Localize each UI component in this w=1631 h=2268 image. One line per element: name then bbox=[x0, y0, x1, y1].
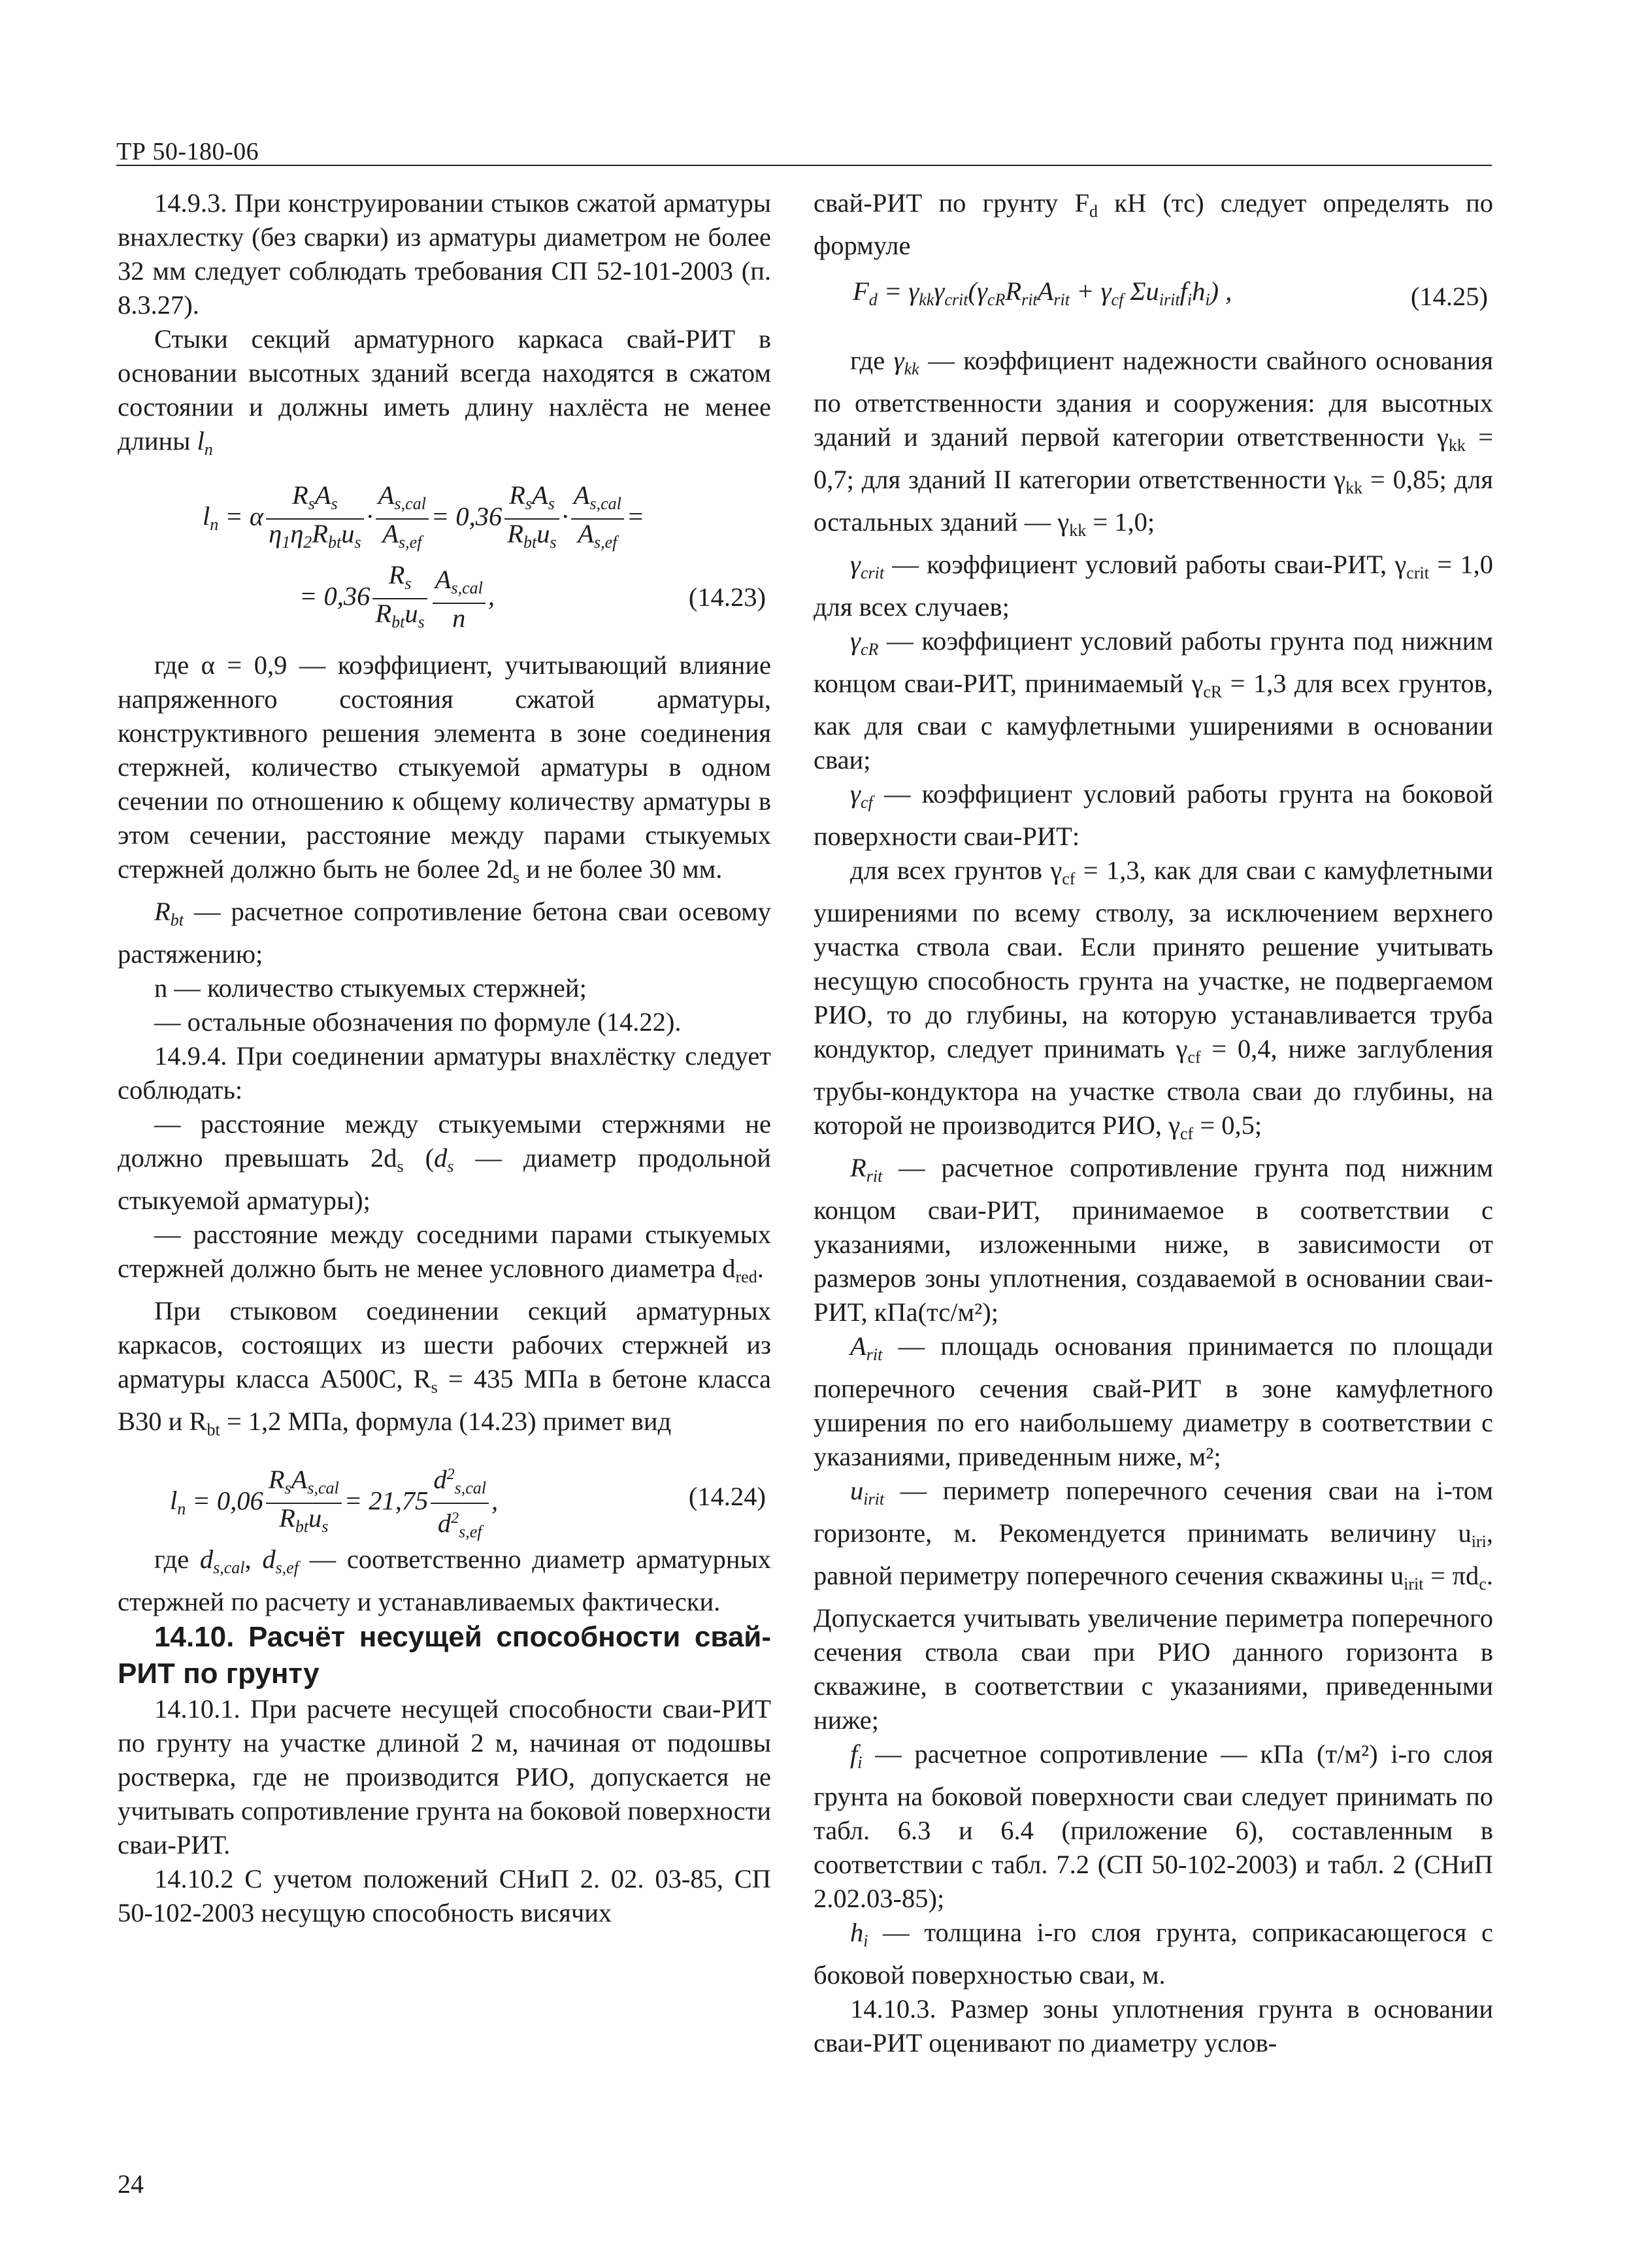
equation-number-14-24: (14.24) bbox=[688, 1482, 766, 1511]
para-other: — остальные обозначения по формуле (14.22). bbox=[154, 1007, 682, 1037]
para-rbt: $R_{bt}$ — расчетное сопротивление бетона сваи осевому растяжению; bbox=[118, 897, 771, 969]
para-butt-joint: При стыковом соединении секций арматурных каркасов, состоящих из шести рабочих стержней из арматуры класса А500С, $R_s = 435$ МПа в бетоне класса В30 и $R_{bt} = 1,2$ МПа, формула (14.23) примет вид bbox=[118, 1296, 771, 1439]
para-14-10-3: 14.10.3. Размер зоны уплотнения грунта в основании сваи-РИТ оценивают по диаметру услов- bbox=[814, 1994, 1493, 2058]
para-gamma-crit: $\gamma_{crit}$ — коэффициент условий работы сваи-РИТ, $\gamma_{crit} = 1,0$ для всех случаев; bbox=[814, 550, 1493, 622]
para-hi: $h_i$ — толщина i-го слоя грунта, соприкасающегося с боковой поверхностью сваи, м. bbox=[814, 1918, 1493, 1990]
para-joints: Стыки секций арматурного каркаса свай-РИТ в основании высотных зданий всегда находятся в сжатом состоянии и должны иметь длину нахлёста не менее длины $l_n$ bbox=[118, 324, 771, 459]
equation-number-14-23: (14.23) bbox=[688, 582, 766, 612]
para-14-10-1: 14.10.1. При расчете несущей способности сваи-РИТ по грунту на участке длиной 2 м, начиная от подошвы ростверка, где не производится РИО, допускается не учитывать сопротивление грунта на боковой поверхности сваи-РИТ. bbox=[118, 1694, 771, 1859]
para-14-10-2: 14.10.2 С учетом положений СНиП 2. 02. 03-85, СП 50-102-2003 несущую способность висячих bbox=[118, 1864, 771, 1927]
para-ds: где $d_{s,cal}$, $d_{s,ef}$ — соответственно диаметр арматурных стержней по расчету и устанавливаемых фактически. bbox=[118, 1544, 771, 1616]
running-head: ТР 50-180-06 bbox=[116, 138, 259, 165]
page-number: 24 bbox=[118, 2169, 144, 2199]
para-gamma-kk: где $\gamma_{kk}$ — коэффициент надежности свайного основания по ответственности здания и сооружения: для высотных зданий и зданий первой категории ответственности $\gamma_{kk} = 0,7$; для зданий II категории ответственности $\gamma_{kk} = 0,85$; для остальных зданий — $\gamma_{kk} = 1,0$; bbox=[814, 346, 1494, 540]
para-alpha: где α = 0,9 — коэффициент, учитывающий влияние напряженного состояния сжатой арматуры, конструктивного решения элемента в зоне соединения стержней, количество стыкуемой арматуры в одном сечении по отношению к общему количеству арматуры в этом сечении, расстояние между парами стыкуемых стержней должно быть не более $2d_s$ и не более 30 мм. bbox=[118, 650, 771, 887]
para-all-soils: для всех грунтов $\gamma_{cf} = 1,3$, как для сваи с камуфлетными уширениями по всему стволу, за исключением верхнего участка ствола сваи. Если принято решение учитывать несущую способность грунта на участке, не подвергаемом РИО, то до глубины, на которую устанавливается труба кондуктор, следует принимать $\gamma_{cf} = 0,4$, ниже заглубления трубы-кондуктора на участке ствола сваи до глубины, на которой не производится РИО, $\gamma_{cf} = 0,5$; bbox=[814, 856, 1494, 1143]
right-column bbox=[814, 186, 1493, 2060]
header-rule bbox=[116, 165, 1492, 166]
para-distance-2: — расстояние между соседними парами стыкуемых стержней должно быть не менее условного диаметра $d_{red}$. bbox=[118, 1220, 771, 1286]
para-gamma-cf: $\gamma_{cf}$ — коэффициент условий работы грунта на боковой поверхности сваи-РИТ: bbox=[814, 779, 1493, 851]
left-column bbox=[118, 186, 771, 1930]
para-n: n — количество стыкуемых стержней; bbox=[154, 973, 587, 1003]
formula-14-25: $F_d = \gamma_{kk}\gamma_{crit}(\gamma_{cR}R_{rit}A_{rit} + \gamma_{cf}$ $\Sigma u_{irit}f_ih_i$) , (14.25) bbox=[853, 275, 1493, 320]
formula-14-23-line1: $l_n = \alpha$ $\frac{R_sA_s}{\eta_1\eta_2R_{bt}u_s}$ · $\frac{A_{s,cal}}{A_{s,ef}}$ = 0,36 $\frac{R_sA_s}{R_{bt}u_s}$ · $\frac{A_{s,cal}}{A_{s,ef}}$ = bbox=[203, 480, 645, 552]
formula-14-24: $l_n = 0,06$ $\frac{R_sA_{s,cal}}{R_{bt}u_s}$ = 21,75 $\frac{d^2_{s,cal}}{d^2_{s,ef}}$ , (14.24) bbox=[170, 1460, 771, 1532]
para-distance-1: — расстояние между стыкуемыми стержнями не должно превышать $2d_s$ ($d_s$ — диаметр продольной стыкуемой арматуры); bbox=[118, 1109, 771, 1215]
para-u-irit: $u_{irit}$ — периметр поперечного сечения сваи на i-том горизонте, м. Рекомендуется принимать величину $u_{iri}$, равной периметру поперечного сечения скважины $u_{irit} = \pi d_c$. Допускается учитывать увеличение периметра поперечного сечения ствола сваи при РИО данного горизонта в скважине, в соответствии с указаниями, приведенными ниже; bbox=[814, 1476, 1493, 1735]
para-fi: $f_i$ — расчетное сопротивление — кПа (т/м²) i-го слоя грунта на боковой поверхности сваи следует принимать по табл. 6.3 и 6.4 (приложение 6), составленным в соответствии с табл. 7.2 (СП 50-102-2003) и табл. 2 (СНиП 2.02.03-85); bbox=[814, 1739, 1493, 1913]
para-fd: свай-РИТ по грунту $F_d$ кН (тс) следует определять по формуле bbox=[814, 188, 1494, 260]
section-heading-14-10: 14.10. Расчёт несущей способности свай-РИТ по грунту bbox=[118, 1621, 771, 1690]
para-r-rit: $R_{rit}$ — расчетное сопротивление грунта под нижним концом сваи-РИТ, принимаемое в соответствии с указаниями, изложенными ниже, в зависимости от размеров зоны уплотнения, создаваемой в основании сваи-РИТ, кПа(тс/м²); bbox=[814, 1153, 1493, 1327]
para-14-9-3: 14.9.3. При конструировании стыков сжатой арматуры внахлестку (без сварки) из арматуры диаметром не более 32 мм следует соблюдать требования СП 52-101-2003 (п. 8.3.27). bbox=[118, 188, 771, 320]
formula-14-23-line2: = 0,36 $\frac{R_s}{R_{bt}u_s}$ $\frac{A_{s,cal}}{n}$ , (14.23) bbox=[299, 560, 766, 633]
para-gamma-cr: $\gamma_{cR}$ — коэффициент условий работы грунта под нижним концом сваи-РИТ, принимаемый $\gamma_{cR} = 1,3$ для всех грунтов, как для сваи с камуфлетными уширениями в основании сваи; bbox=[814, 626, 1493, 775]
equation-number-14-25: (14.25) bbox=[1410, 282, 1488, 311]
para-14-9-4: 14.9.4. При соединении арматуры внахлёстку следует соблюдать: bbox=[118, 1041, 771, 1105]
para-a-rit: $A_{rit}$ — площадь основания принимается по площади поперечного сечения свай-РИТ в зоне камуфлетного уширения по его наибольшему диаметру в соответствии с указаниями, приведенным ниже, м²; bbox=[814, 1331, 1493, 1471]
